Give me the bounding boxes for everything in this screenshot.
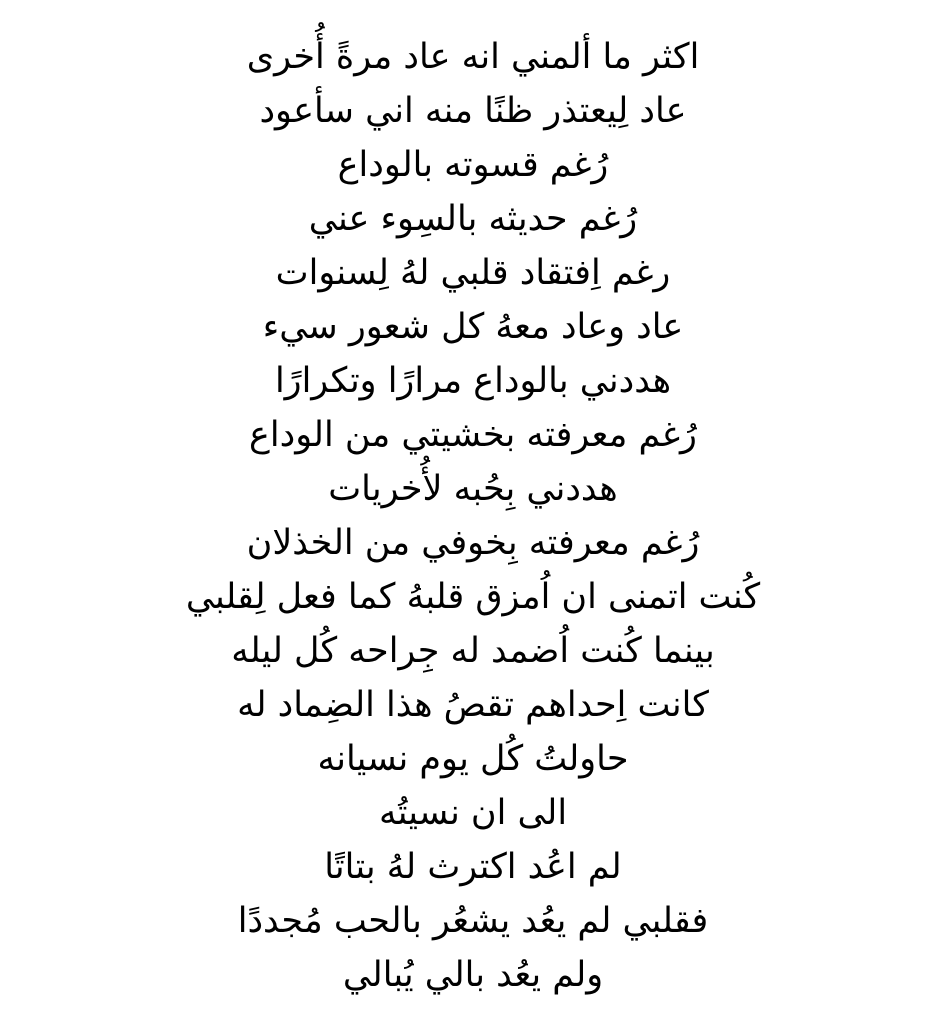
- poem-line-12: بينما كُنت اُضمد له جِراحه كُل ليله: [231, 631, 715, 671]
- poem-line-11: كُنت اتمنى ان اُمزق قلبهُ كما فعل لِقلبي: [185, 577, 761, 617]
- poem-line-9: هددني بِحُبه لأُخريات: [328, 469, 618, 509]
- poem-line-8: رُغم معرفته بخشيتي من الوداع: [249, 415, 697, 455]
- poem-line-13: كانت اِحداهم تقصُ هذا الضِماد له: [237, 685, 709, 725]
- poem-text: [0, 30, 946, 1002]
- poem-line-6: عاد وعاد معهُ كل شعور سيء: [262, 307, 684, 347]
- poem-line-14: حاولتُ كُل يوم نسيانه: [317, 739, 629, 779]
- poem-line-10: رُغم معرفته بِخوفي من الخذلان: [246, 523, 700, 563]
- poem-line-3: رُغم قسوته بالوداع: [337, 145, 609, 185]
- poem-line-16: لم اعُد اكترث لهُ بتاتًا: [324, 847, 622, 887]
- poem-line-7: هددني بالوداع مرارًا وتكرارًا: [274, 361, 672, 401]
- poem-line-17: فقلبي لم يعُد يشعُر بالحب مُجددًا: [237, 901, 709, 941]
- poem-line-18: ولم يعُد بالي يُبالي: [342, 955, 604, 995]
- poem-line-4: رُغم حديثه بالسِوء عني: [308, 199, 638, 239]
- poem-line-5: رغم اِفتقاد قلبي لهُ لِسنوات: [275, 253, 671, 293]
- poem-line-15: الى ان نسيتُه: [378, 793, 568, 833]
- poem-line-2: عاد لِيعتذر ظنًا منه اني سأعود: [259, 91, 687, 131]
- poem-line-1: اكثر ما ألمني انه عاد مرةً أُخرى: [246, 37, 700, 77]
